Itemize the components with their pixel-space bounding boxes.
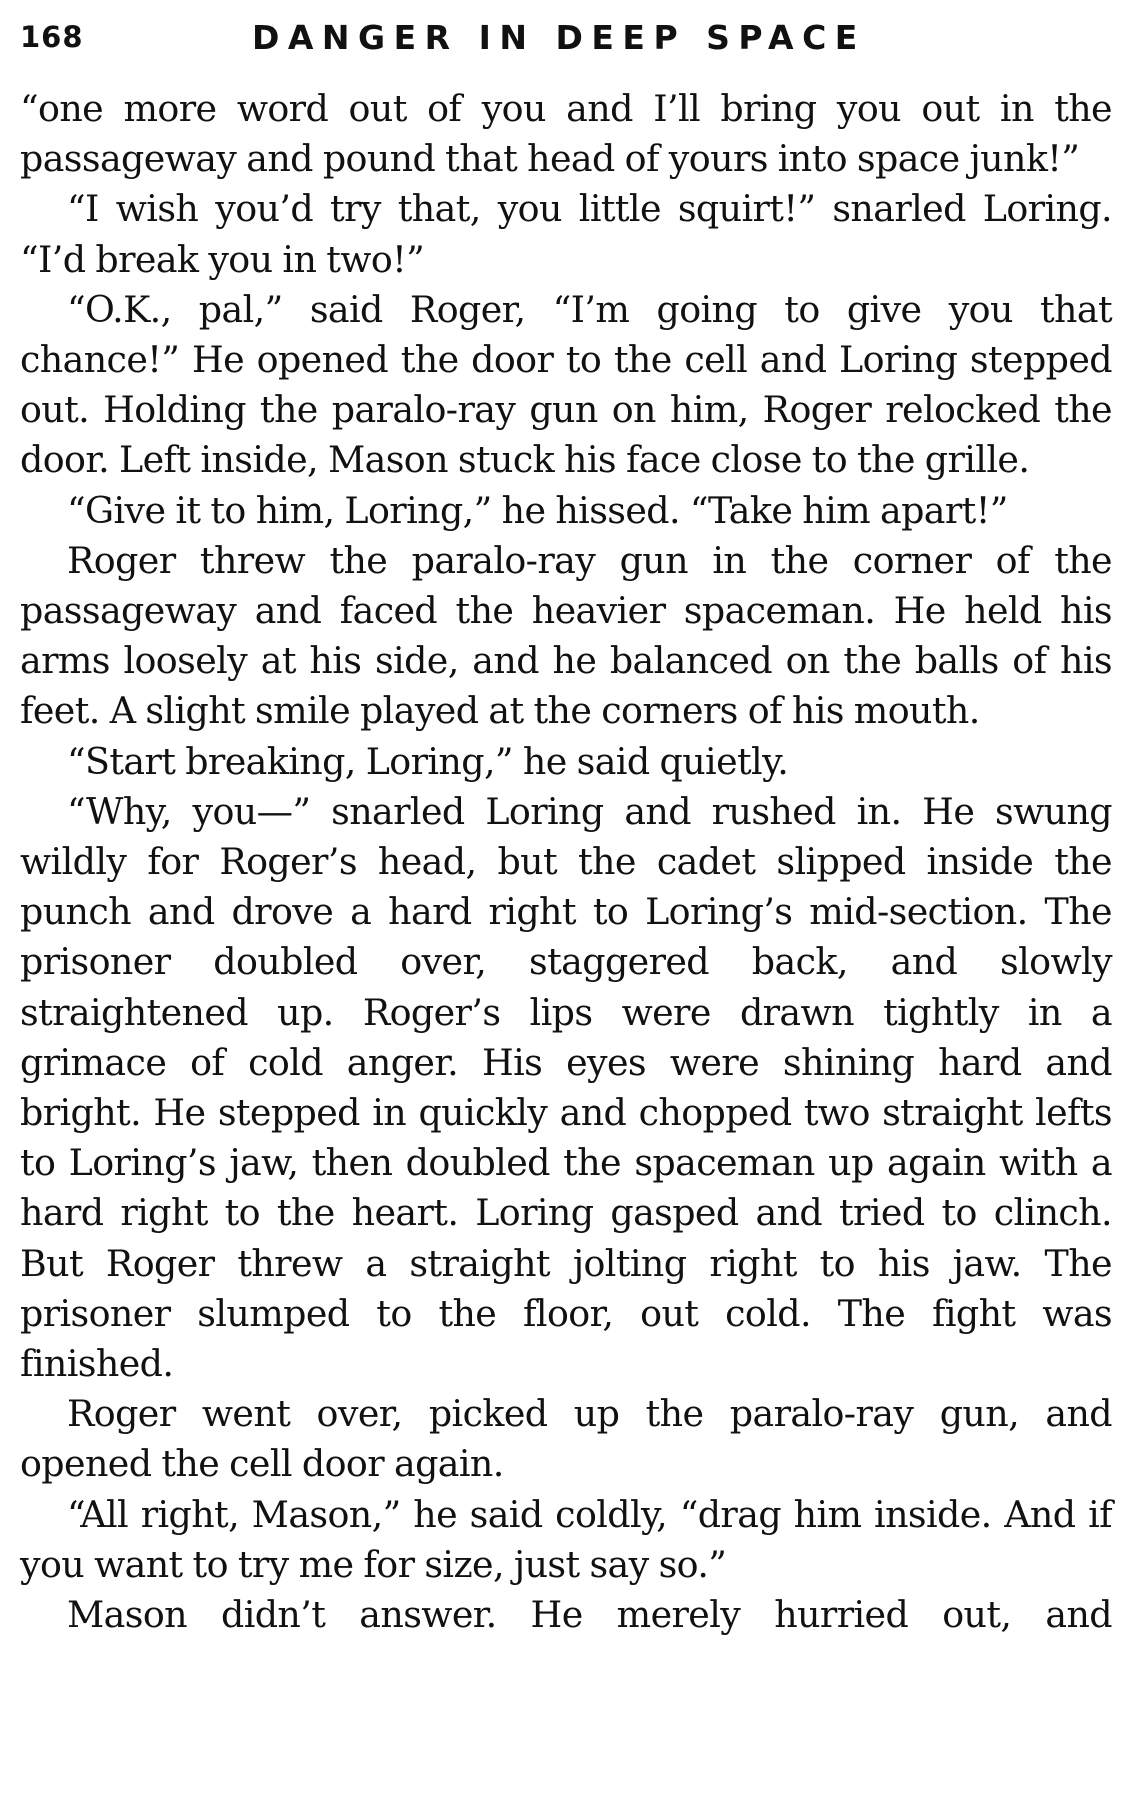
paragraph: “Start breaking, Loring,” he said quietly. <box>67 739 789 783</box>
paragraph: “I wish you’d try that, you little squirt!” snarled Loring. “I’d break you in two!” <box>20 187 1112 281</box>
paragraph: Roger went over, picked up the paralo-ray gun, and opened the cell door again. <box>20 1392 1112 1486</box>
paragraph: “All right, Mason,” he said coldly, “drag him inside. And if you want to try me for size, just say so.” <box>20 1492 1112 1586</box>
page-header <box>20 14 1112 64</box>
page-number: 168 <box>20 20 84 54</box>
body-text <box>20 84 1112 1640</box>
paragraph: “one more word out of you and I’ll bring you out in the passageway and pound that head of yours into space junk!” <box>20 87 1112 181</box>
paragraph: “O.K., pal,” said Roger, “I’m going to give you that chance!” He opened the door to the cell and Loring stepped out. Holding the paralo-ray gun on him, Roger relocked the door. Left inside, Mason stuck his face close to the grille. <box>20 287 1112 482</box>
book-page <box>20 14 1112 1637</box>
paragraph: “Give it to him, Loring,” he hissed. “Take him apart!” <box>67 488 1008 532</box>
paragraph: Mason didn’t answer. He merely hurried out, and <box>67 1593 1112 1637</box>
paragraph: Roger threw the paralo-ray gun in the corner of the passageway and faced the heavier spaceman. He held his arms loosely at his side, and he balanced on the balls of his feet. A slight smile played at the corners of his mouth. <box>20 538 1112 733</box>
paragraph: “Why, you—” snarled Loring and rushed in. He swung wildly for Roger’s head, but the cadet slipped inside the punch and drove a hard right to Loring’s mid-section. The prisoner doubled over, staggered back, and slowly straightened up. Roger’s lips were drawn tightly in a grimace of cold anger. His eyes were shining hard and bright. He stepped in quickly and chopped two straight lefts to Loring’s jaw, then doubled the spaceman up again with a hard right to the heart. Loring gasped and tried to clinch. But Roger threw a straight jolting right to his jaw. The prisoner slumped to the floor, out cold. The fight was finished. <box>20 789 1112 1386</box>
running-title: DANGER IN DEEP SPACE <box>252 18 866 57</box>
